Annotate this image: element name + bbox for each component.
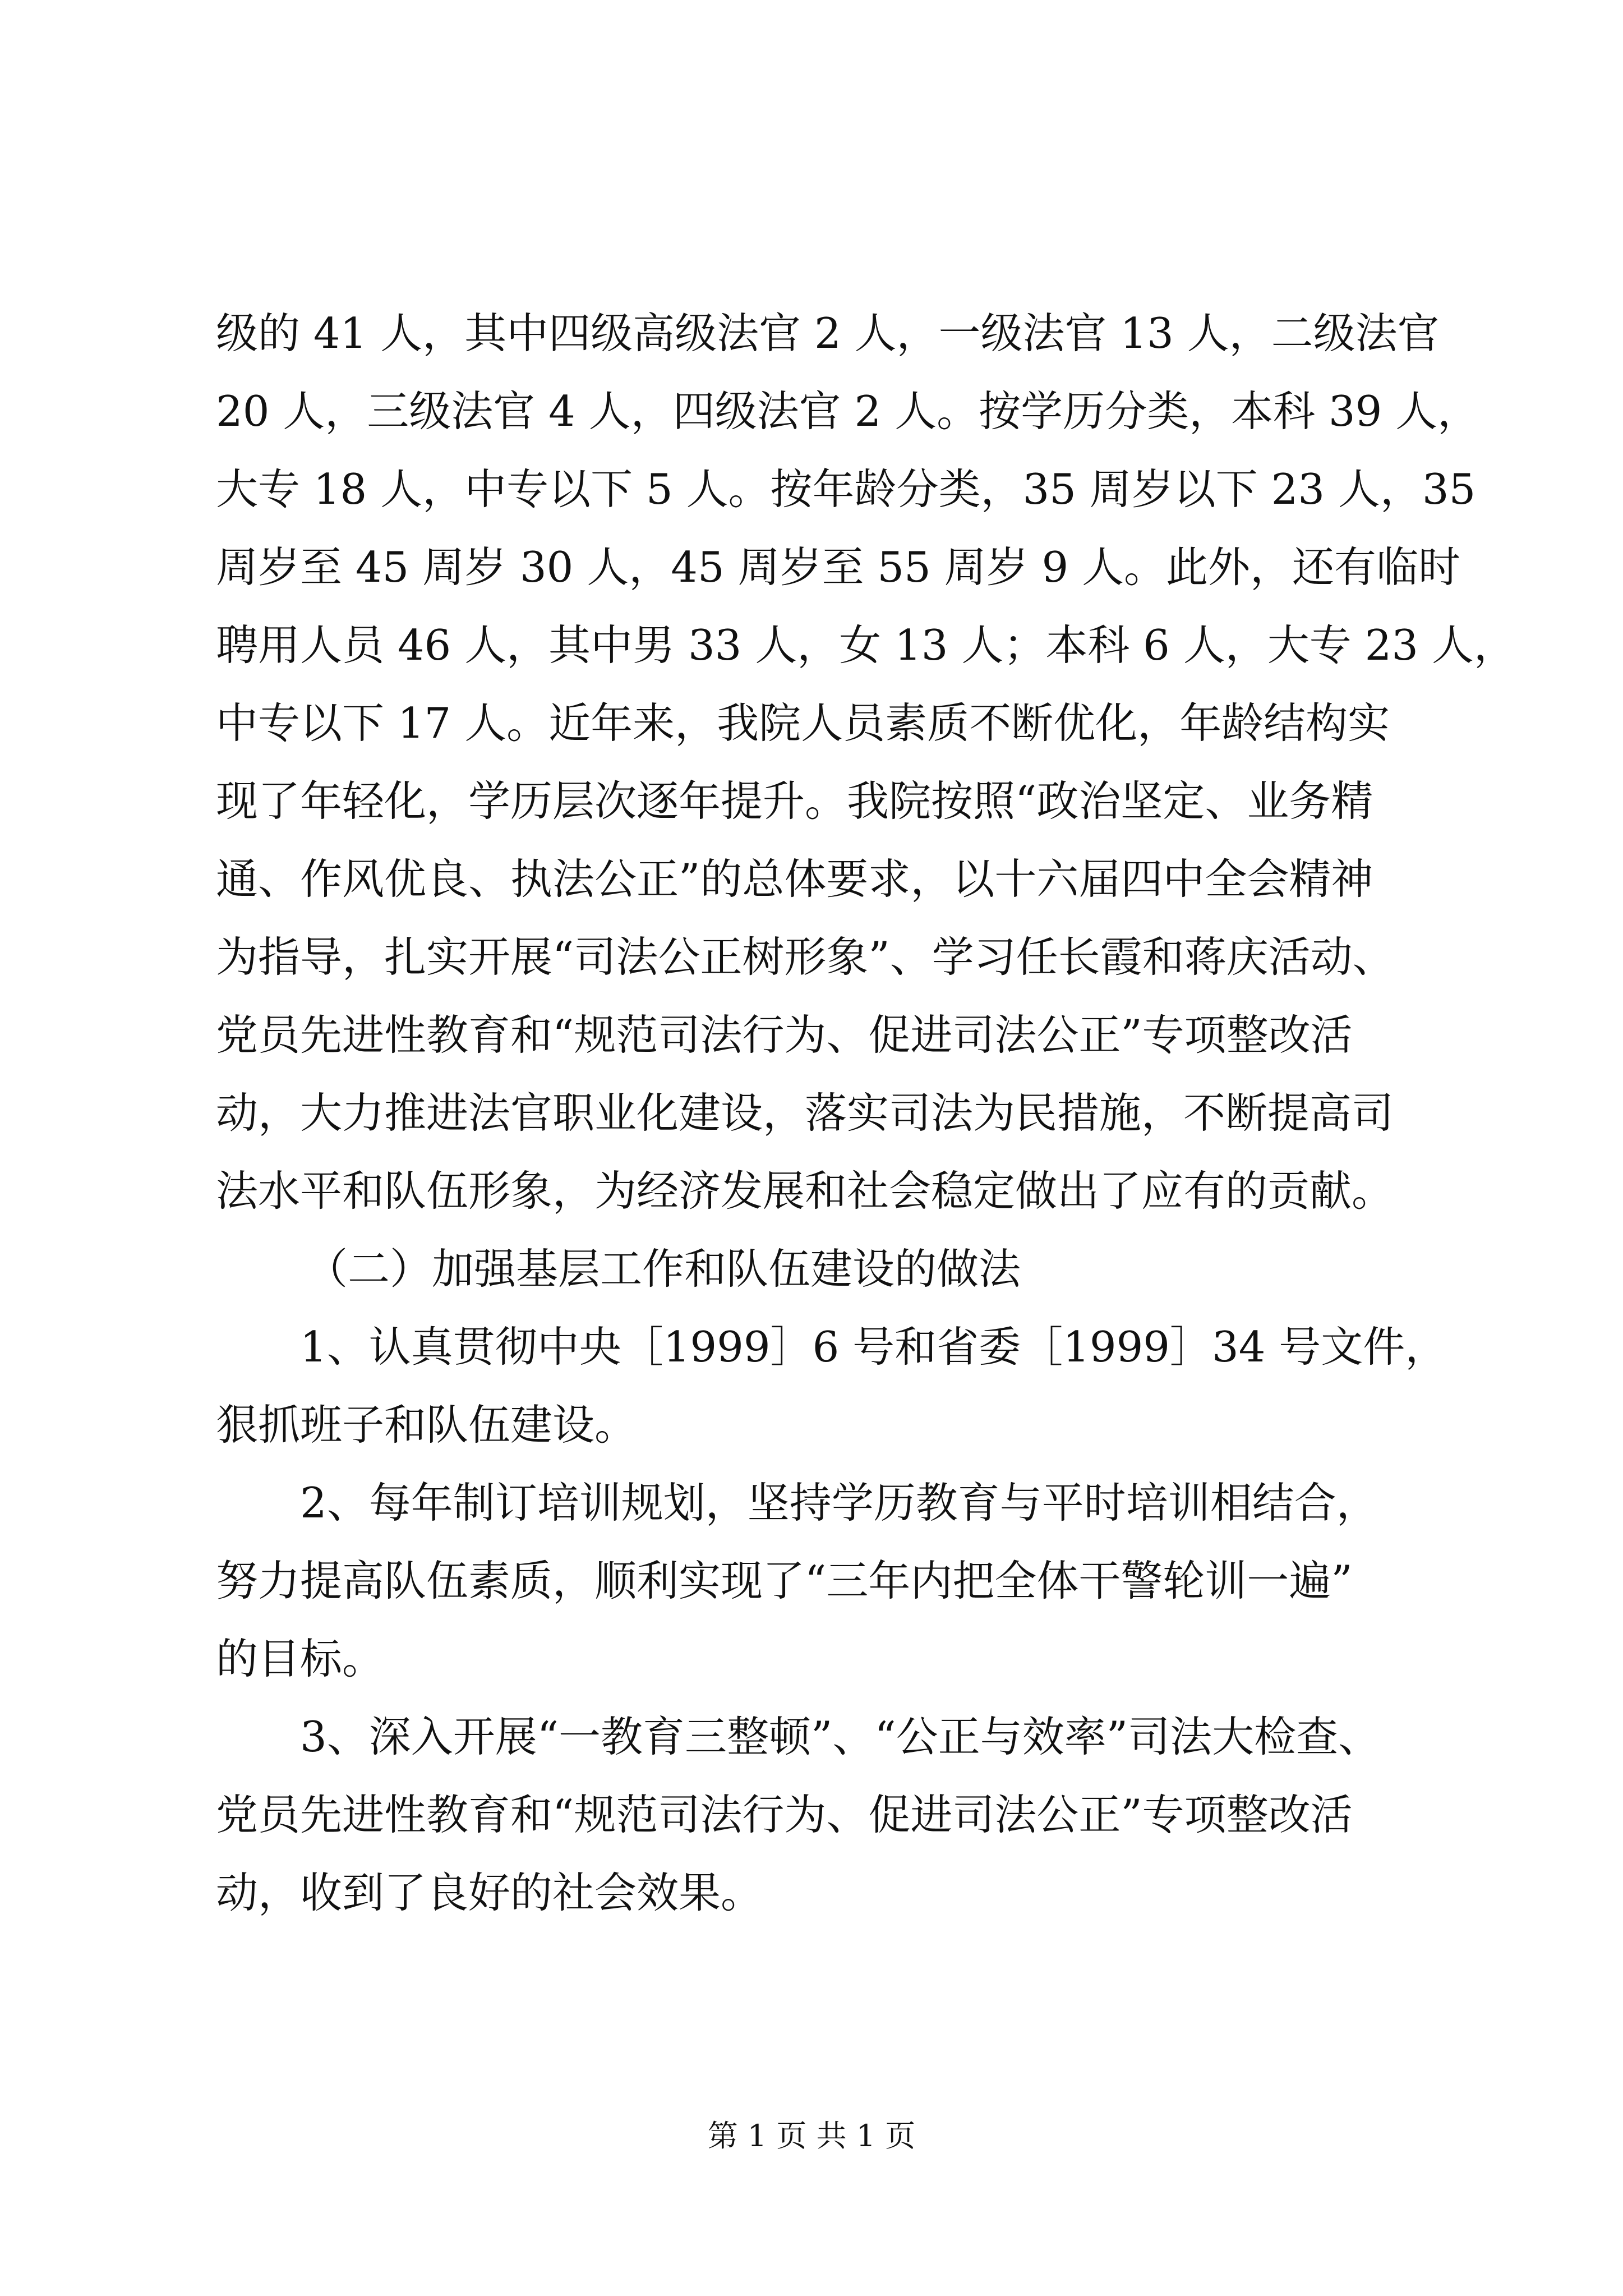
body-text [216,295,1516,1932]
text-line: 通、作风优良、执法公正”的总体要求，以十六届四中全会精神 [216,854,1373,904]
text-line: 动，大力推进法官职业化建设，落实司法为民措施，不断提高司 [216,1088,1394,1138]
list-item-3-start: 3、深入开展“一教育三整顿”、“公正与效率”司法大检查、 [300,1712,1381,1761]
text-line: 的目标。 [216,1634,385,1683]
text-line: 努力提高队伍素质，顺利实现了“三年内把全体干警轮训一遍” [216,1556,1353,1605]
text-line: 聘用人员 46 人，其中男 33 人，女 13 人；本科 6 人，大专 23 人， [216,620,1516,670]
list-item-1-start: 1、认真贯彻中央［1999］6 号和省委［1999］34 号文件， [300,1322,1447,1372]
text-line: 20 人，三级法官 4 人，四级法官 2 人。按学历分类，本科 39 人， [216,386,1480,436]
text-line: 现了年轻化，学历层次逐年提升。我院按照“政治坚定、业务精 [216,776,1373,826]
text-line: 狠抓班子和队伍建设。 [216,1400,637,1450]
text-line: 中专以下 17 人。近年来，我院人员素质不断优化，年龄结构实 [216,698,1390,748]
text-line: 动，收到了良好的社会效果。 [216,1868,763,1917]
text-line: 党员先进性教育和“规范司法行为、促进司法公正”专项整改活 [216,1010,1353,1060]
text-line: 大专 18 人，中专以下 5 人。按年龄分类，35 周岁以下 23 人，35 [216,464,1476,514]
text-line: 级的 41 人，其中四级高级法官 2 人，一级法官 13 人，二级法官 [216,309,1440,358]
text-line: 党员先进性教育和“规范司法行为、促进司法公正”专项整改活 [216,1790,1353,1839]
text-line: 为指导，扎实开展“司法公正树形象”、学习任长霞和蒋庆活动、 [216,932,1395,982]
text-line: 周岁至 45 周岁 30 人，45 周岁至 55 周岁 9 人。此外，还有临时 [216,542,1461,592]
text-line: 法水平和队伍形象，为经济发展和社会稳定做出了应有的贡献。 [216,1166,1394,1216]
list-item-2-start: 2、每年制订培训规划，坚持学历教育与平时培训相结合， [300,1478,1378,1527]
page-footer: 第 1 页 共 1 页 [707,2118,916,2154]
section-heading: （二）加强基层工作和队伍建设的做法 [306,1244,1021,1294]
